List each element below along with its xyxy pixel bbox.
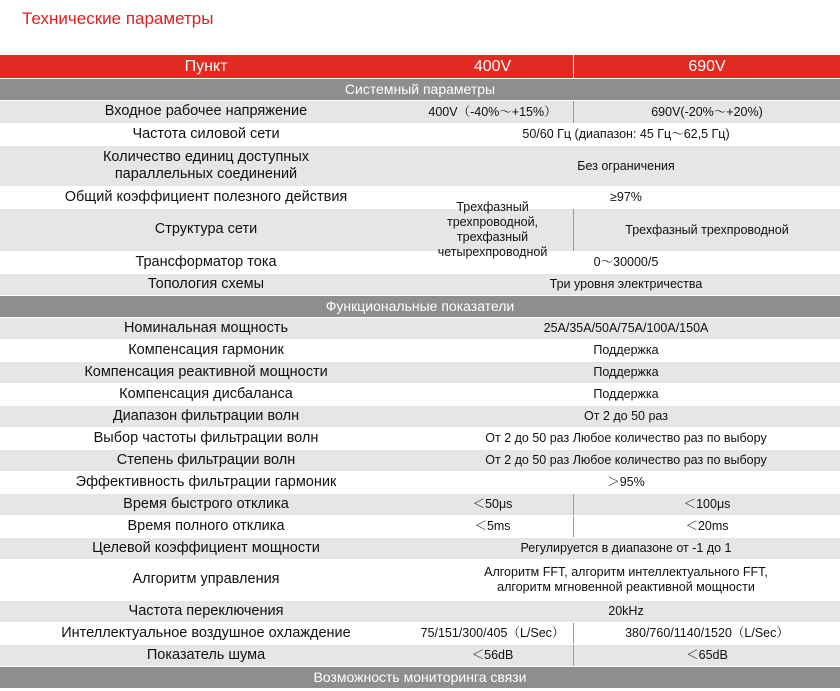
value-690v: ＜65dB: [686, 648, 728, 662]
table-row: [0, 623, 840, 645]
value-690v: ＜20ms: [685, 519, 729, 533]
table-row: [0, 428, 840, 450]
table-row: [0, 516, 840, 538]
table-row: [0, 538, 840, 560]
row-label: Целевой коэффициент мощности: [92, 539, 320, 556]
section-title: Функциональные показатели: [325, 298, 515, 315]
header-400v: 400V: [412, 55, 574, 78]
header-item: Пункт: [184, 57, 228, 75]
section-monitoring: [0, 667, 840, 689]
section-function: [0, 296, 840, 318]
table-row: [0, 200, 840, 259]
value-merged: [412, 560, 840, 600]
row-label: Выбор частоты фильтрации волн: [93, 429, 319, 446]
value-400v: ＜50μs: [412, 494, 574, 515]
value-merged: 0～30000/5: [593, 255, 659, 269]
table-row: [0, 472, 840, 494]
spec-table: [0, 55, 840, 689]
table-row: [0, 318, 840, 340]
table-row: [0, 124, 840, 146]
table-row: [0, 340, 840, 362]
row-label: Показатель шума: [146, 646, 266, 663]
table-row: [0, 362, 840, 384]
table-row: [0, 406, 840, 428]
row-label-line: Количество единиц доступных: [102, 148, 309, 165]
table-row: [0, 450, 840, 472]
section-title: Возможность мониторинга связи: [313, 669, 527, 686]
value-690v: 690V(-20%～+20%): [651, 104, 763, 119]
table-row: [0, 601, 840, 623]
value-line: алгоритм мгновенной реактивной мощности: [497, 580, 755, 594]
value-merged: От 2 до 50 раз: [584, 409, 668, 423]
value-merged: Поддержка: [593, 387, 659, 401]
value-merged: 20kHz: [608, 604, 644, 618]
table-row: [0, 494, 840, 516]
row-label: Номинальная мощность: [123, 319, 289, 336]
section-system: [0, 79, 840, 101]
row-label: Компенсация дисбаланса: [119, 385, 293, 402]
row-label: Компенсация гармоник: [128, 341, 284, 358]
row-label: Структура сети: [154, 221, 258, 238]
row-label: Топология схемы: [147, 275, 265, 292]
value-690v: 380/760/1140/1520（L/Sec）: [625, 626, 789, 640]
row-label: Степень фильтрации волн: [116, 451, 296, 468]
value-merged: От 2 до 50 раз Любое количество раз по выбору: [485, 453, 767, 467]
row-label: [0, 146, 412, 186]
value-merged: Поддержка: [593, 365, 659, 379]
table-row: [0, 146, 840, 187]
value-690v: Трехфазный трехпроводной: [625, 222, 789, 237]
value-merged: Регулируется в диапазоне от -1 до 1: [520, 541, 732, 555]
row-label: Интеллектуальное воздушное охлаждение: [61, 624, 351, 641]
row-label: Частота переключения: [128, 602, 284, 619]
value-line: трехфазный четырехпроводной: [437, 230, 548, 259]
row-label: Время полного отклика: [127, 517, 285, 534]
table-row: [0, 560, 840, 601]
value-merged: ≥97%: [610, 190, 642, 204]
value-merged: 25A/35A/50A/75A/100A/150A: [543, 321, 709, 335]
row-label: Трансформатор тока: [135, 253, 277, 270]
row-label: Эффективность фильтрации гармоник: [75, 473, 337, 490]
row-label: Частота силовой сети: [132, 125, 280, 142]
value-400v: ＜56dB: [412, 645, 574, 666]
row-label: Алгоритм управления: [132, 571, 280, 588]
value-line: Трехфазный трехпроводной,: [446, 200, 539, 229]
value-merged: ＞95%: [607, 475, 645, 489]
row-label: Время быстрого отклика: [123, 495, 289, 512]
table-header: [0, 55, 840, 79]
table-row: [0, 252, 840, 274]
value-400v: 400V（-40%～+15%）: [412, 101, 574, 123]
value-400v: ＜5ms: [412, 516, 574, 537]
value-merged: От 2 до 50 раз Любое количество раз по выбору: [485, 431, 767, 445]
value-merged: Поддержка: [593, 343, 659, 357]
value-line: Алгоритм FFT, алгоритм интеллектуального FFT,: [484, 565, 768, 579]
row-label-line: параллельных соединений: [114, 166, 298, 182]
row-label: Диапазон фильтрации волн: [112, 407, 300, 424]
value-merged: Без ограничения: [577, 158, 675, 173]
table-row: [0, 101, 840, 124]
row-label: Общий коэффициент полезного действия: [64, 188, 348, 205]
page-title: Технические параметры: [22, 9, 214, 28]
table-row: [0, 274, 840, 296]
value-merged: Три уровня электричества: [549, 277, 703, 291]
value-400v: [412, 200, 574, 259]
row-label: Входное рабочее напряжение: [104, 103, 308, 120]
section-title: Системный параметры: [344, 81, 496, 98]
value-690v: ＜100μs: [683, 497, 731, 511]
table-row: [0, 645, 840, 667]
table-row: [0, 384, 840, 406]
row-label: Компенсация реактивной мощности: [84, 363, 328, 380]
value-merged: 50/60 Гц (диапазон: 45 Гц～62,5 Гц): [522, 127, 730, 141]
header-690v: 690V: [688, 57, 726, 75]
value-400v: 75/151/300/405（L/Sec）: [412, 623, 574, 644]
